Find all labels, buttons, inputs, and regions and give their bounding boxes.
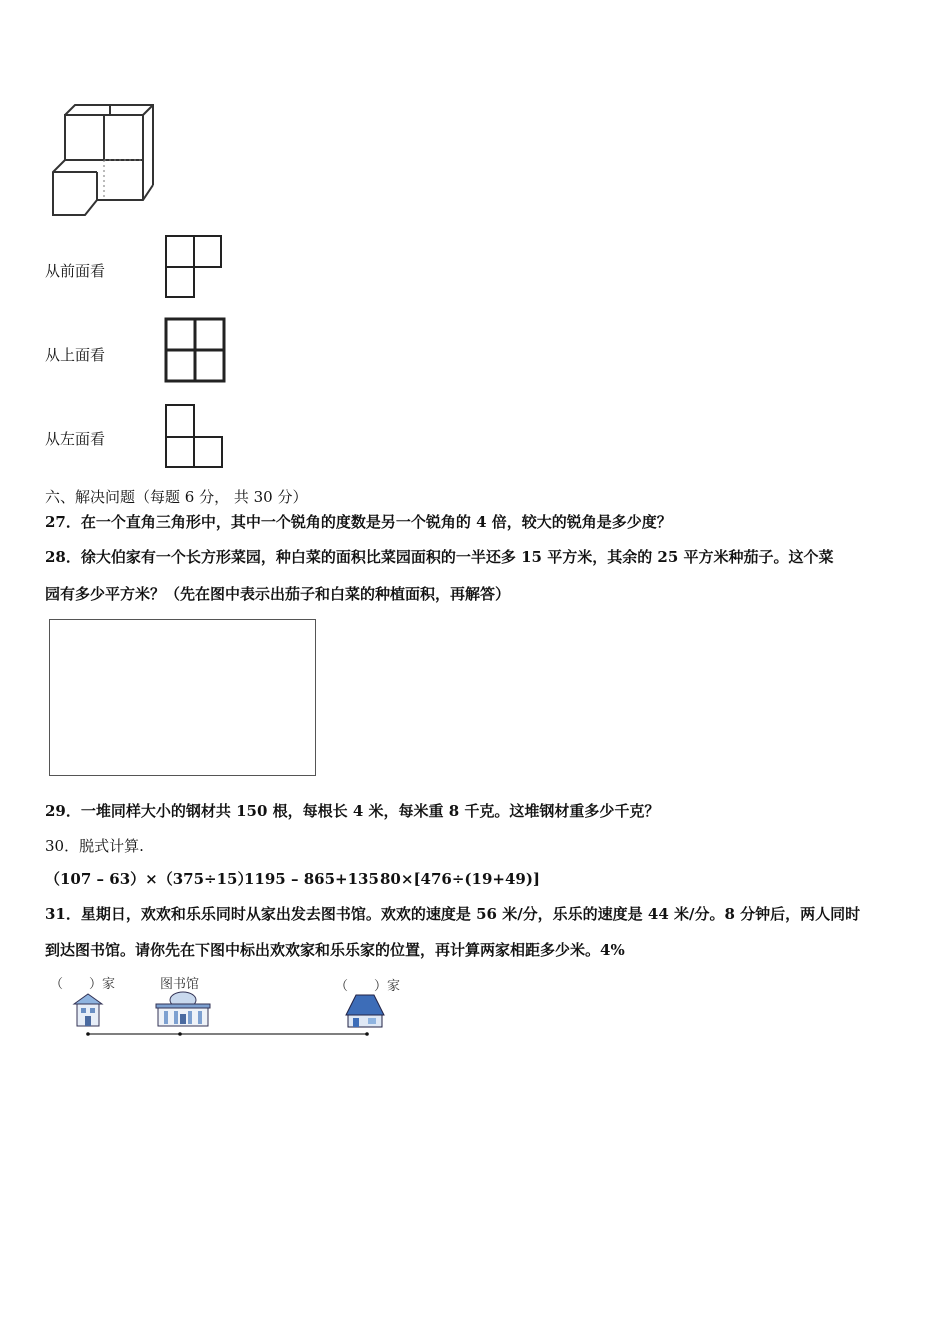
home-1-label: （ ）家 bbox=[50, 977, 116, 992]
question-31-line2: 到达图书馆。请你先在下图中标出欢欢家和乐乐家的位置，再计算两家相距多少米。4% bbox=[45, 941, 625, 959]
question-28-line1: 28．徐大伯家有一个长方形菜园，种白菜的面积比菜园面积的一半还多 15 平方米，其余的 25 平方米种茄子。这个菜 bbox=[45, 548, 834, 566]
top-view-grid bbox=[164, 317, 228, 385]
question-30-title: 30．脱式计算. bbox=[45, 837, 144, 855]
left-view-grid bbox=[164, 403, 226, 471]
section-heading: 六、解决问题（每题 6 分， 共 30 分） bbox=[45, 488, 308, 506]
home-2-label: （ ）家 bbox=[335, 979, 401, 994]
distance-line bbox=[80, 1030, 380, 1038]
question-31-line1: 31．星期日，欢欢和乐乐同时从家出发去图书馆。欢欢的速度是 56 米/分，乐乐的速度是 44 米/分。8 分钟后，两人同时 bbox=[45, 905, 861, 923]
expression-1: （107 – 63）×（375÷15） bbox=[45, 870, 253, 888]
front-view-label: 从前面看 bbox=[45, 262, 106, 280]
question-29: 29．一堆同样大小的钢材共 150 根，每根长 4 米，每米重 8 千克。这堆钢材重多少千克？ bbox=[45, 802, 660, 820]
garden-rectangle bbox=[49, 619, 316, 776]
library-label: 图书馆 bbox=[160, 977, 200, 992]
front-view-grid bbox=[164, 234, 224, 300]
expression-3: 80×[476÷(19+49)] bbox=[380, 870, 541, 888]
top-view-label: 从上面看 bbox=[45, 346, 106, 364]
house-2-icon bbox=[342, 993, 388, 1029]
left-view-label: 从左面看 bbox=[45, 430, 106, 448]
library-icon bbox=[154, 990, 212, 1030]
house-1-icon bbox=[72, 992, 104, 1028]
question-28-line2: 园有多少平方米？（先在图中表示出茄子和白菜的种植面积，再解答） bbox=[45, 585, 511, 603]
cube-solid-figure bbox=[45, 100, 160, 220]
expression-2: 1195 – 865+135 bbox=[244, 870, 379, 888]
question-27: 27．在一个直角三角形中，其中一个锐角的度数是另一个锐角的 4 倍，较大的锐角是多少度？ bbox=[45, 513, 672, 531]
